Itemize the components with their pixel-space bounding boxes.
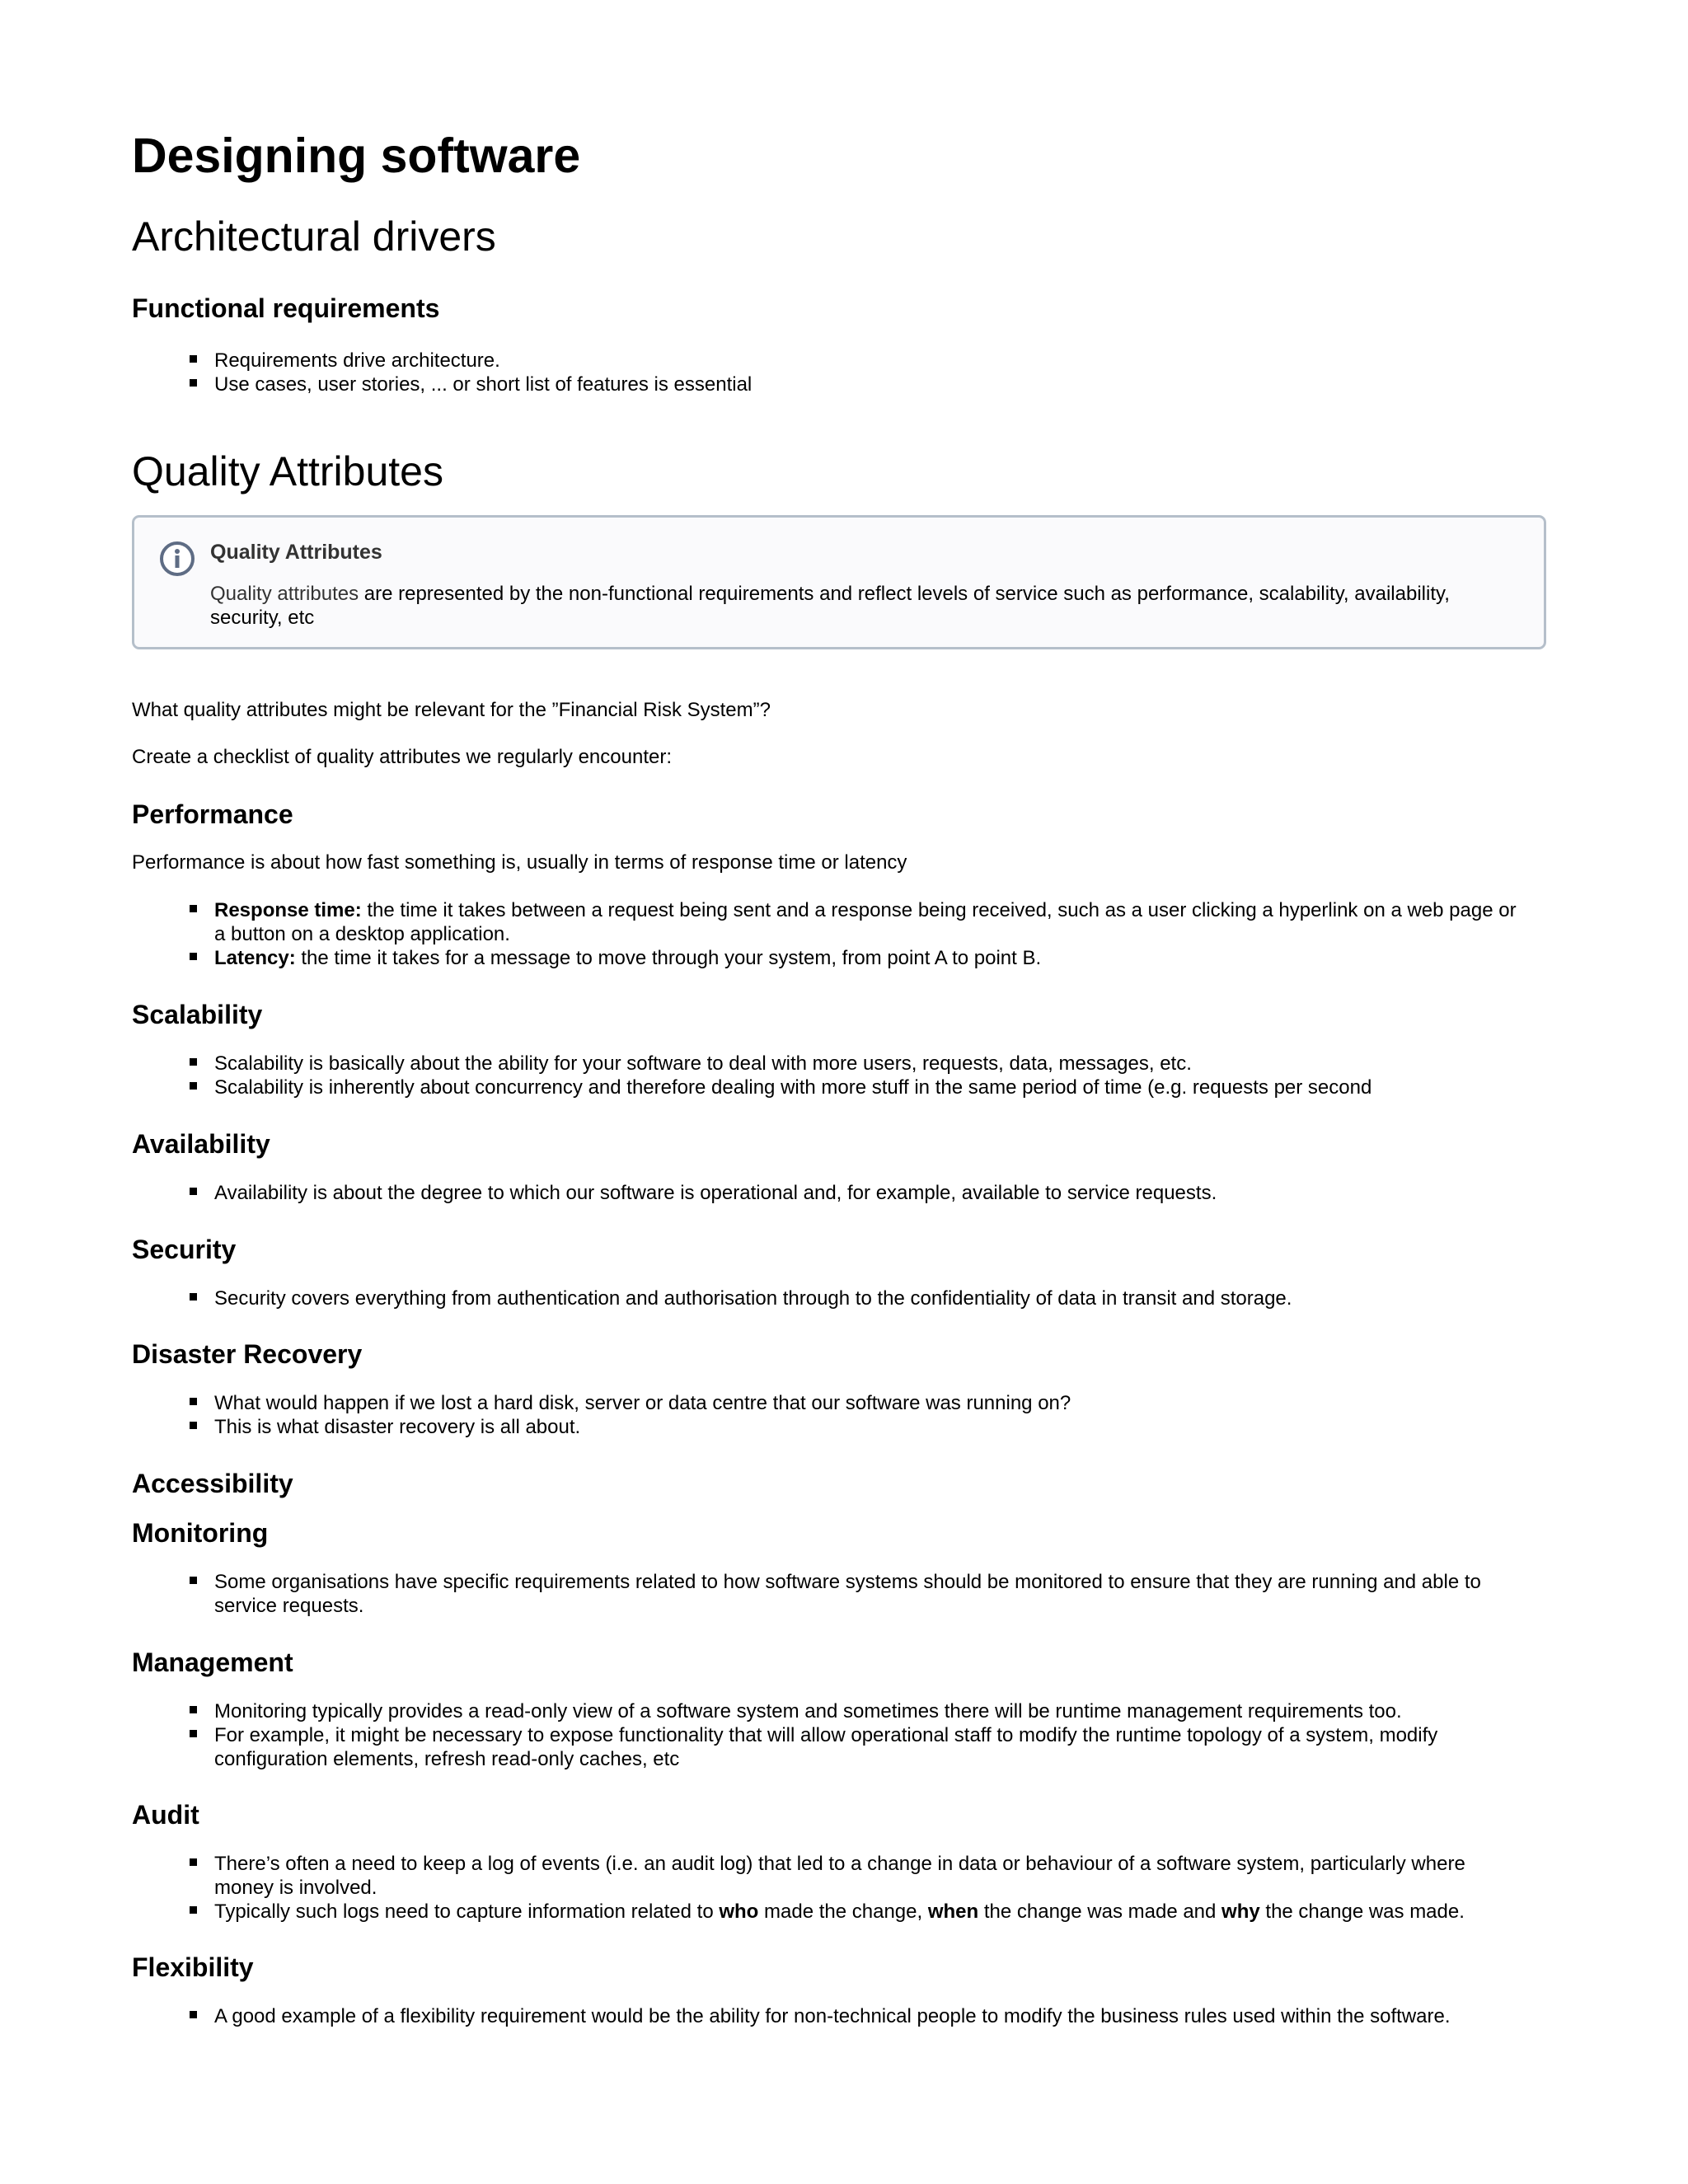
disaster-recovery-list	[214, 1391, 1517, 1439]
text-run: the change was made.	[1259, 1900, 1465, 1923]
list-item-text: the time it takes for a message to move through your system, from point A to point B.	[295, 947, 1042, 969]
list-item: Scalability is basically about the ability for your software to deal with more users, requests, data, messages, etc.	[214, 1052, 1517, 1076]
management-list	[214, 1699, 1517, 1771]
heading-architectural-drivers: Architectural drivers	[132, 213, 496, 260]
list-item: This is what disaster recovery is all about.	[214, 1415, 1517, 1439]
availability-list	[214, 1181, 1517, 1205]
list-item: For example, it might be necessary to expose functionality that will allow operational staff to modify the runtime topology of a system, modify configuration elements, refresh read-only caches, etc	[214, 1723, 1517, 1771]
heading-scalability: Scalability	[132, 1000, 263, 1029]
functional-requirements-list	[214, 349, 1517, 396]
list-item	[214, 898, 1517, 946]
list-item: There’s often a need to keep a log of events (i.e. an audit log) that led to a change in data or behaviour of a software system, particularly where money is involved.	[214, 1852, 1517, 1900]
info-icon	[159, 541, 195, 577]
scalability-list	[214, 1052, 1517, 1099]
emphasis-when: when	[927, 1900, 979, 1923]
heading-monitoring: Monitoring	[132, 1518, 269, 1548]
text-run: Typically such logs need to capture information related to	[214, 1900, 720, 1923]
text-run: made the change,	[758, 1900, 928, 1923]
list-item-text: the time it takes between a request being sent and a response being received, such as a user clicking a hyperlink on a web page or a button on a desktop application.	[214, 899, 1517, 945]
list-item	[214, 946, 1517, 970]
list-item: Security covers everything from authentication and authorisation through to the confidentiality of data in transit and storage.	[214, 1286, 1517, 1310]
list-item: Some organisations have specific requirements related to how software systems should be monitored to ensure that they are running and able to service requests.	[214, 1570, 1517, 1618]
heading-security: Security	[132, 1235, 237, 1264]
text-run: the change was made and	[978, 1900, 1222, 1923]
heading-accessibility: Accessibility	[132, 1469, 293, 1498]
heading-management: Management	[132, 1647, 293, 1677]
list-item	[214, 1900, 1517, 1924]
list-item: Requirements drive architecture.	[214, 349, 1517, 373]
list-item: Availability is about the degree to which our software is operational and, for example, available to service requests.	[214, 1181, 1517, 1205]
heading-performance: Performance	[132, 799, 293, 829]
heading-flexibility: Flexibility	[132, 1952, 254, 1982]
list-item: Use cases, user stories, ... or short list of features is essential	[214, 373, 1517, 396]
list-item: A good example of a flexibility requirement would be the ability for non-technical people to modify the business rules used within the software.	[214, 2004, 1517, 2028]
heading-audit: Audit	[132, 1800, 199, 1830]
list-item: Monitoring typically provides a read-only view of a software system and sometimes there will be runtime management requirements too.	[214, 1699, 1517, 1723]
question-text: What quality attributes might be relevant for the ”Financial Risk System”?	[132, 699, 771, 721]
monitoring-list	[214, 1570, 1517, 1618]
security-list	[214, 1286, 1517, 1310]
info-panel	[132, 515, 1546, 649]
audit-list	[214, 1852, 1517, 1924]
info-panel-title: Quality Attributes	[210, 541, 382, 564]
heading-functional-requirements: Functional requirements	[132, 293, 440, 323]
list-item-label: Response time:	[214, 899, 362, 921]
info-panel-body	[210, 582, 1512, 630]
list-item: What would happen if we lost a hard disk, server or data centre that our software was running on?	[214, 1391, 1517, 1415]
performance-list	[214, 898, 1517, 970]
heading-availability: Availability	[132, 1129, 270, 1159]
performance-intro: Performance is about how fast something is, usually in terms of response time or latency	[132, 851, 907, 874]
flexibility-list	[214, 2004, 1517, 2028]
list-item: Scalability is inherently about concurrency and therefore dealing with more stuff in the same period of time (e.g. requests per second	[214, 1076, 1517, 1099]
emphasis-who: who	[719, 1900, 759, 1923]
heading-disaster-recovery: Disaster Recovery	[132, 1339, 363, 1369]
page-title: Designing software	[132, 129, 581, 183]
quality-attributes-link[interactable]: Quality attributes	[210, 583, 359, 605]
checklist-intro: Create a checklist of quality attributes we regularly encounter:	[132, 746, 672, 768]
info-panel-text: are represented by the non-functional requirements and reflect levels of service such as performance, scalability, availability, security, etc	[210, 583, 1450, 629]
heading-quality-attributes: Quality Attributes	[132, 448, 443, 494]
list-item-label: Latency:	[214, 947, 296, 969]
emphasis-why: why	[1221, 1900, 1260, 1923]
